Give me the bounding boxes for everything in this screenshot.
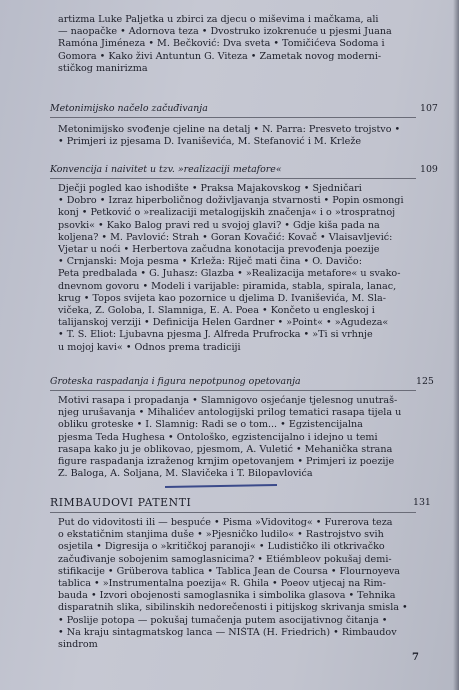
section-summary-rimbaudovi-patenti bbox=[58, 517, 410, 651]
text-line: Motivi rasapa i propadanja • Slamnigovo osjećanje tjelesnog unutraš- bbox=[58, 395, 398, 406]
text-line: • Crnjanski: Moja pesma • Krleža: Riječ mati čina • O. Davičo: bbox=[58, 256, 362, 268]
section-title-groteska: Groteska raspadanja i figura nepotpunog opetovanja bbox=[50, 376, 301, 387]
text-line: pjesma Teda Hughesa • Ontološko, egzistencijalno i idejno u temi bbox=[58, 431, 378, 443]
text-line: • Primjeri iz pjesama D. Ivaniševića, M. Stefanović i M. Krleže bbox=[58, 136, 362, 148]
section-summary-konvencija bbox=[58, 183, 410, 354]
text-line: Dječji pogled kao ishodište • Praksa Majakovskog • Sjedničari bbox=[58, 183, 362, 194]
text-line: stifikacije • Grüberova tablica • Tablica Jean de Coursa • Flournoyeva bbox=[58, 565, 401, 577]
page-number-109: 109 bbox=[420, 164, 438, 175]
text-line: Ramóna Jiméneza • M. Bečković: Dva sveta • Tomičićeva Sodoma i bbox=[58, 38, 385, 50]
page-number-131: 131 bbox=[413, 497, 431, 508]
text-line: Put do vidovitosti ili — bespuće • Pisma »Vidovitog« • Furerova teza bbox=[58, 517, 393, 528]
section-title-rimbaudovi-patenti: RIMBAUDOVI PATENTI bbox=[50, 496, 192, 509]
text-line: talijanskoj verziji • Definicija Helen Gardner • »Point« • »Agudeza« bbox=[58, 317, 389, 329]
text-line: Gomora • Kako živi Antuntun G. Viteza • Zametak novog moderni- bbox=[58, 50, 382, 62]
page-number-125: 125 bbox=[416, 376, 434, 387]
text-line: Z. Baloga, A. Šoljana, M. Slavičeka i T. Bilopavlovića bbox=[58, 468, 313, 480]
page-number-107: 107 bbox=[420, 103, 438, 114]
section-divider bbox=[50, 178, 416, 179]
page-edge-shadow bbox=[453, 0, 459, 690]
text-line: njeg urušavanja • Mihalićev antologijski prilog tematici rasapa tijela u bbox=[58, 407, 402, 419]
continuation-paragraph bbox=[58, 14, 410, 75]
text-line: • Poslije potopa — pokušaj tumačenja putem asocijativnog čitanja • bbox=[58, 614, 388, 626]
text-line: obliku groteske • I. Slamnig: Radi se o tom... • Egzistencijalna bbox=[58, 419, 363, 431]
text-line: • Na kraju sintagmatskog lanca — NIŠTA (H. Friedrich) • Rimbaudov bbox=[58, 626, 397, 638]
text-line: konj • Petković o »realizaciji metalogijskih značenja« i o »trospratnoj bbox=[58, 207, 396, 219]
text-line: Metonimijsko svođenje cjeline na detalj • N. Parra: Presveto trojstvo • bbox=[58, 124, 401, 135]
text-line: psovki« • Kako Balog pravi red u svojoj glavi? • Gdje kiša pada na bbox=[58, 219, 380, 231]
section-title-konvencija: Konvencija i naivitet u tzv. »realizaciji metafore« bbox=[50, 164, 282, 175]
text-line: disparatnih slika, sibilinskih nedorečenosti i pitijskog skrivanja smisla • bbox=[58, 602, 408, 614]
text-line: • T. S. Eliot: Ljubavna pjesma J. Alfreda Prufrocka • »Ti si vrhnje bbox=[58, 329, 373, 341]
text-line: začuđivanje sobojenim samoglasnicima? • Etiémbleov pokušaj demi- bbox=[58, 553, 392, 565]
section-divider bbox=[50, 512, 416, 513]
section-divider bbox=[50, 390, 416, 391]
text-line: dnevnom govoru • Modeli i varijable: piramida, stabla, spirala, lanac, bbox=[58, 280, 397, 292]
ink-underline-mark bbox=[165, 484, 277, 487]
text-line: u mojoj kavi« • Odnos prema tradiciji bbox=[58, 341, 241, 353]
text-line: — naopačke • Adornova teza • Dvostruko izokrenuće u pjesmi Juana bbox=[58, 26, 392, 38]
text-line: o ekstatičnim stanjima duše • »Pjesničko ludilo« • Rastrojstvo svih bbox=[58, 529, 384, 541]
page-folio: 7 bbox=[412, 652, 419, 663]
section-summary-metonimijsko bbox=[58, 124, 410, 148]
text-line: tablica • »Instrumentalna poezija« R. Ghila • Poeov utjecaj na Rim- bbox=[58, 578, 386, 590]
text-line: bauda • Izvori obojenosti samoglasnika i simbolika glasova • Tehnika bbox=[58, 590, 396, 602]
text-line: krug • Topos svijeta kao pozornice u djelima D. Ivaniševića, M. Sla- bbox=[58, 292, 386, 304]
text-line: sindrom bbox=[58, 639, 98, 651]
text-line: stičkog manirizma bbox=[58, 62, 148, 74]
text-line: osjetila • Digresija o »kritičkoj paranoji« • Ludističko ili otkrivačko bbox=[58, 541, 385, 553]
section-divider bbox=[50, 117, 416, 118]
text-line: rasapa kako ju je oblikovao, pjesmom, A. Vuletić • Mehanička strana bbox=[58, 443, 393, 455]
text-line: koljena? • M. Pavlović: Strah • Goran Kovačić: Kovač • Vlaisavljević: bbox=[58, 231, 393, 243]
text-line: • Dobro • Izraz hiperboličnog doživljavanja stvarnosti • Popin osmongi bbox=[58, 195, 404, 207]
text-line: figure raspadanja izraženog krnjim opetovanjem • Primjeri iz poezije bbox=[58, 456, 395, 468]
text-line: artizma Luke Paljetka u zbirci za djecu o miševima i mačkama, ali bbox=[58, 14, 379, 25]
text-line: Vjetar u noći • Herbertova začudna konotacija prevođenja poezije bbox=[58, 244, 380, 256]
section-title-metonimijsko: Metonimijsko načelo začuđivanja bbox=[50, 103, 208, 114]
text-line: vičeka, Z. Goloba, I. Slamniga, E. A. Poea • Končeto u engleskoj i bbox=[58, 305, 375, 317]
text-line: Peta predbalada • G. Juhasz: Glazba • »Realizacija metafore« u svako- bbox=[58, 268, 401, 280]
section-summary-groteska bbox=[58, 395, 410, 480]
